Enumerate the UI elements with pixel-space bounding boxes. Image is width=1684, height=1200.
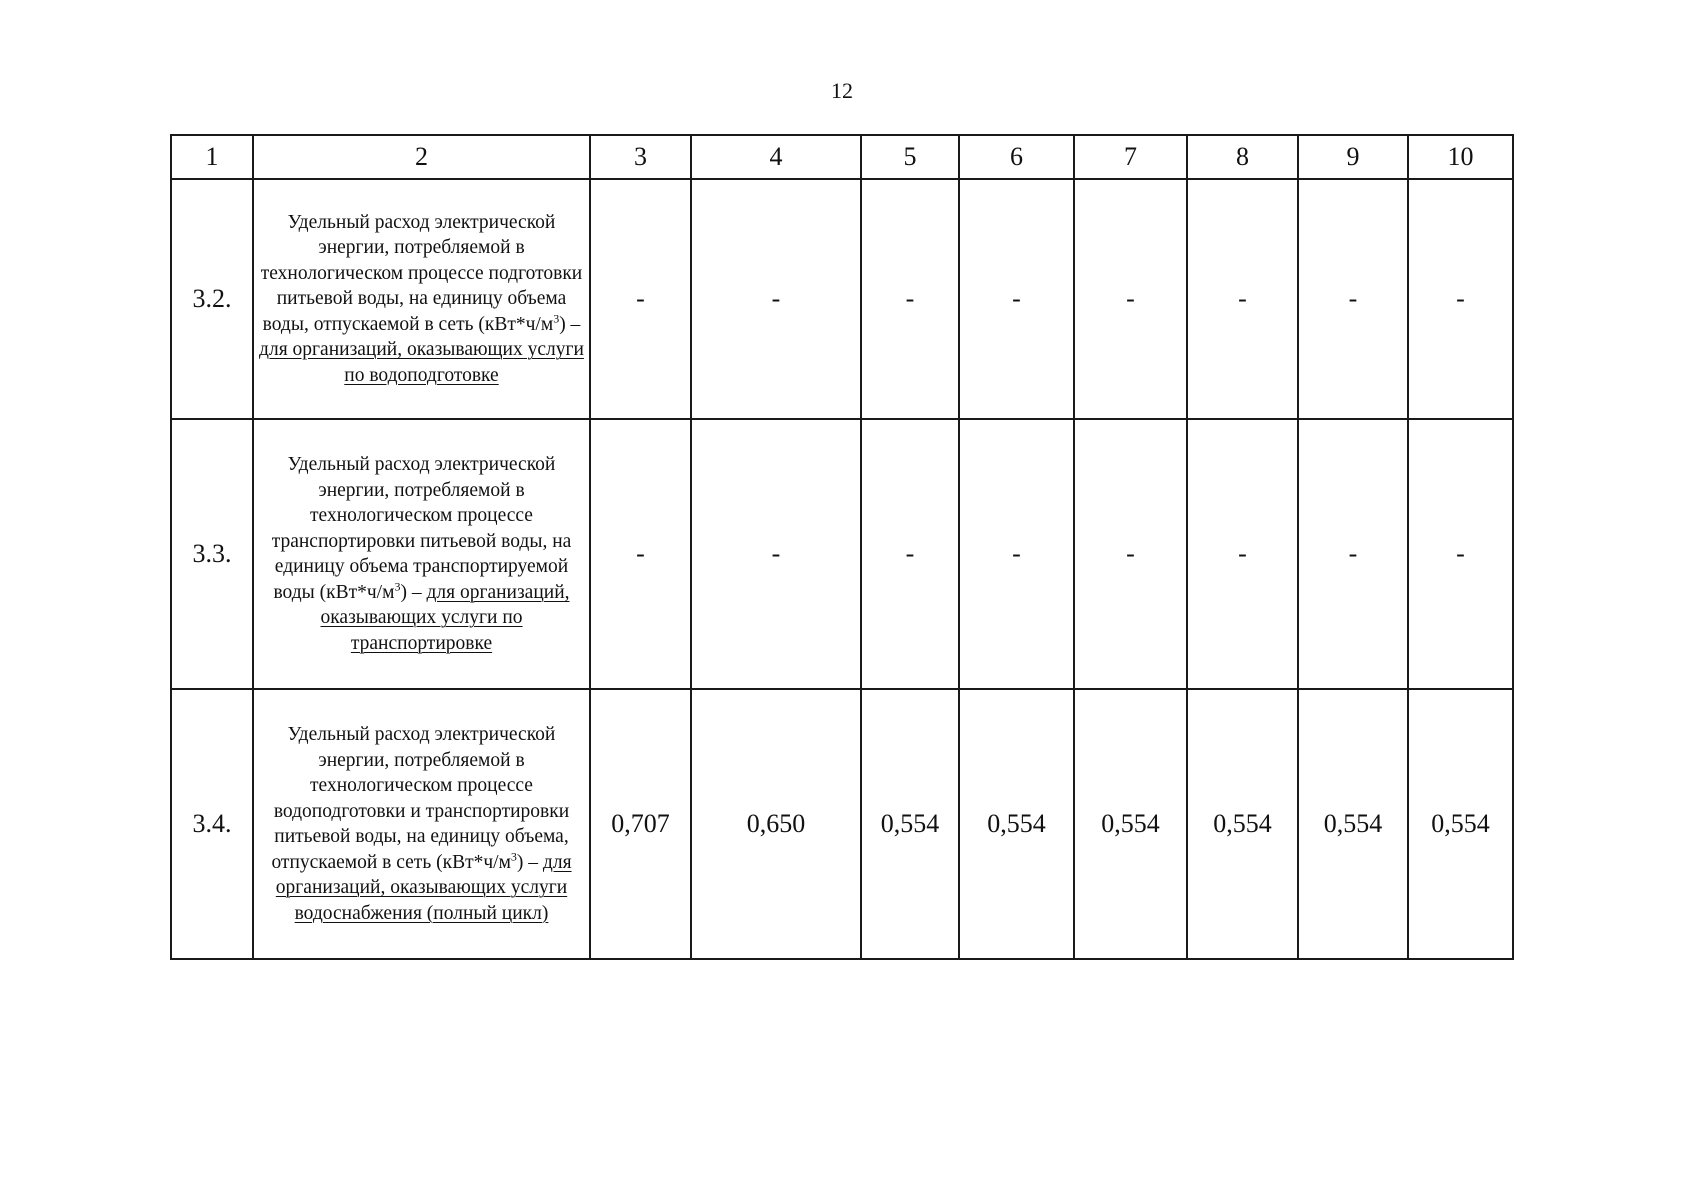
desc-text: Удельный расход электрической энергии, потребляемой в технологическом процессе подготовки питьевой воды, на единицу объема воды, отпускаемой в сеть (кВт*ч/м (260, 211, 583, 335)
value-cell: - (959, 179, 1074, 419)
value-cell: - (959, 419, 1074, 689)
value-cell: 0,554 (959, 689, 1074, 959)
value-cell: - (1074, 179, 1187, 419)
value-cell: 0,650 (691, 689, 861, 959)
row-description (253, 179, 590, 419)
table-row (171, 179, 1513, 419)
desc-text-after: ) – (559, 313, 581, 335)
value-cell: - (1298, 179, 1408, 419)
value-cell: 0,554 (1408, 689, 1513, 959)
desc-superscript: 3 (394, 579, 401, 593)
value-cell: - (1187, 179, 1298, 419)
value-cell: 0,707 (590, 689, 691, 959)
desc-superscript: 3 (510, 849, 517, 863)
desc-underlined-text: для организаций, оказывающих услуги по водоподготовке (259, 339, 584, 386)
value-cell: 0,554 (1187, 689, 1298, 959)
row-number: 3.2. (171, 179, 253, 419)
header-cell: 2 (253, 135, 590, 179)
row-number: 3.4. (171, 689, 253, 959)
value-cell: 0,554 (1074, 689, 1187, 959)
value-cell: - (861, 419, 959, 689)
desc-text-after: ) – (400, 581, 427, 603)
value-cell: - (861, 179, 959, 419)
data-table (170, 134, 1514, 960)
row-description (253, 419, 590, 689)
table-row (171, 689, 1513, 959)
value-cell: - (691, 419, 861, 689)
desc-text: Удельный расход электрической энергии, потребляемой в технологическом процессе водоподготовки и транспортировки питьевой воды, на единицу объема, отпускаемой в сеть (кВт*ч/м (271, 724, 570, 873)
header-cell: 4 (691, 135, 861, 179)
desc-superscript: 3 (553, 311, 560, 326)
value-cell: - (1074, 419, 1187, 689)
header-cell: 10 (1408, 135, 1513, 179)
desc-underlined-text: для организаций, оказывающих услуги водоснабжения (полный цикл) (275, 851, 572, 924)
header-cell: 9 (1298, 135, 1408, 179)
row-description (253, 689, 590, 959)
header-cell: 3 (590, 135, 691, 179)
header-cell: 7 (1074, 135, 1187, 179)
desc-underlined-text: для организаций, оказывающих услуги по транспортировке (320, 581, 570, 654)
value-cell: - (590, 419, 691, 689)
value-cell: 0,554 (1298, 689, 1408, 959)
page-number: 12 (831, 78, 853, 103)
value-cell: 0,554 (861, 689, 959, 959)
value-cell: - (1408, 179, 1513, 419)
value-cell: - (1298, 419, 1408, 689)
value-cell: - (1408, 419, 1513, 689)
table-header-row (171, 135, 1513, 179)
desc-text: Удельный расход электрической энергии, потребляемой в технологическом процессе транспортировки питьевой воды, на единицу объема транспортируемой воды (кВт*ч/м (271, 454, 572, 603)
value-cell: - (1187, 419, 1298, 689)
value-cell: - (691, 179, 861, 419)
table-row (171, 419, 1513, 689)
header-cell: 1 (171, 135, 253, 179)
header-cell: 6 (959, 135, 1074, 179)
row-number: 3.3. (171, 419, 253, 689)
value-cell: - (590, 179, 691, 419)
desc-text-after: ) – (516, 851, 543, 873)
header-cell: 5 (861, 135, 959, 179)
header-cell: 8 (1187, 135, 1298, 179)
